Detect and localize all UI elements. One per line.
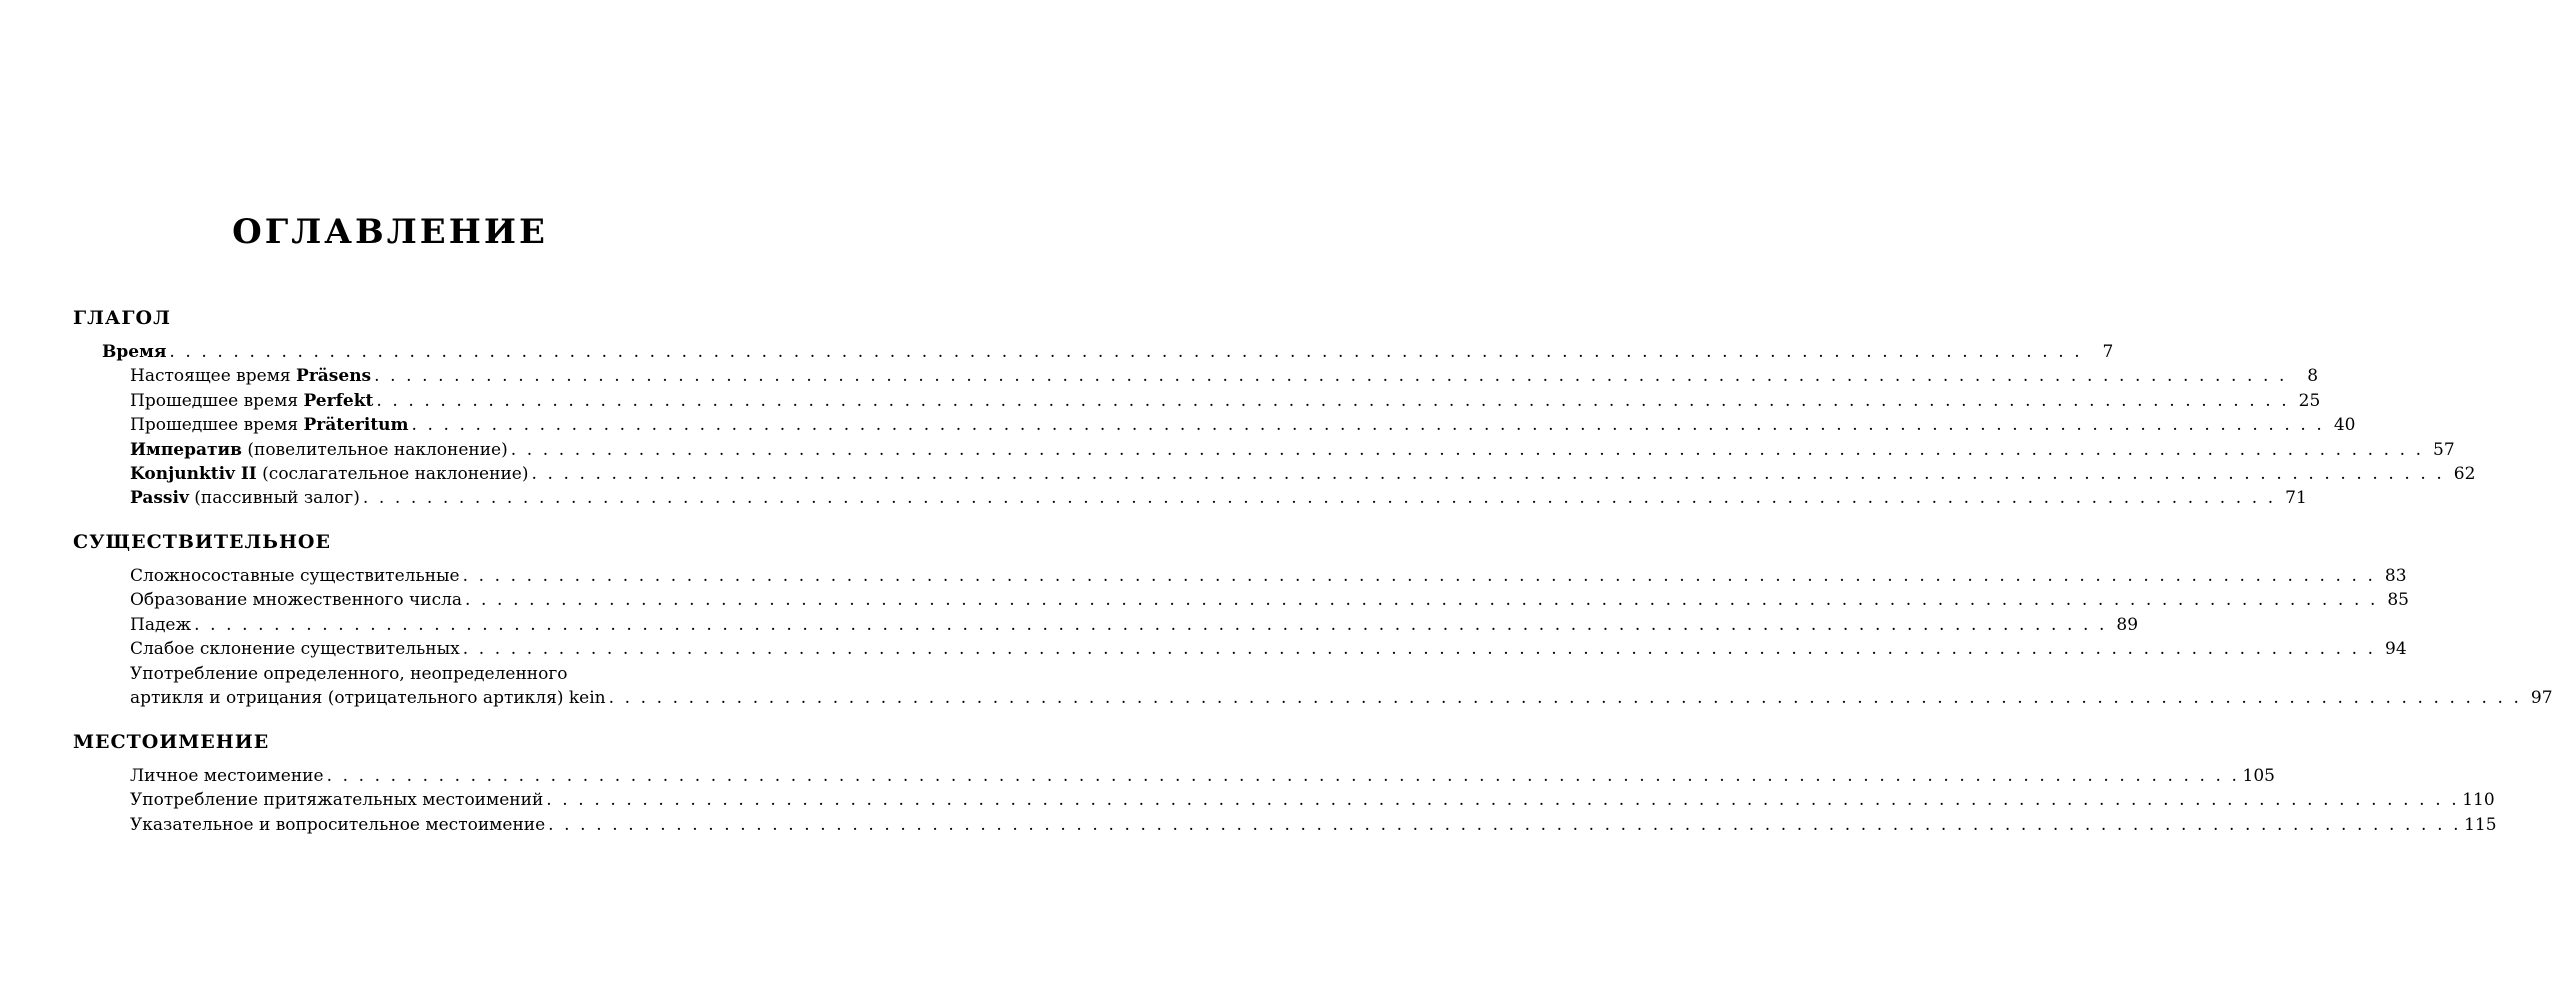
toc-entry-title-text: Прошедшее время	[130, 390, 304, 411]
toc-entry-title-text: Слабое склонение существительных	[130, 639, 460, 660]
page-title: ОГЛАВЛЕНИЕ	[232, 212, 548, 252]
toc-entry[interactable]	[73, 486, 2307, 510]
dot-leader: . . . . . . . . . . . . . . . . . . . . . . . . . . . . . . . . . . . . . . . . . . . . . . . . . . . . . . . . . . . . . . . . . . . . . . . . . . . . . . . . . . . . . . . . . . . . . . . . . . . . . . . . . . . . . . . . . . . . . . . .	[194, 614, 2108, 635]
toc-entry-title	[130, 637, 460, 661]
toc-entry-title-text: (пассивный залог)	[188, 488, 360, 509]
toc-entry-title-text: Падеж	[130, 614, 192, 635]
dot-leader: . . . . . . . . . . . . . . . . . . . . . . . . . . . . . . . . . . . . . . . . . . . . . . . . . . . . . . . . . . . . . . . . . . . . . . . . . . . . . . . . . . . . . . . . . . . . . . . . . . . . . . . . . . . . . . . . . . . . . . . .	[548, 814, 2462, 835]
toc-entry-page: 83	[2384, 566, 2407, 586]
toc-entry[interactable]	[73, 662, 705, 686]
toc-entry-title	[130, 686, 606, 710]
toc-entry[interactable]	[73, 438, 2455, 462]
toc-entry-title	[130, 813, 545, 837]
dot-leader: . . . . . . . . . . . . . . . . . . . . . . . . . . . . . . . . . . . . . . . . . . . . . . . . . . . . . . . . . . . . . . . . . . . . . . . . . . . . . . . . . . . . . . . . . . . . . . . . . . . . . . . . . . . . . . . . . . . . . . . .	[326, 766, 2240, 786]
toc-entry-title-bold: Perfekt	[303, 390, 374, 411]
dot-leader: . . . . . . . . . . . . . . . . . . . . . . . . . . . . . . . . . . . . . . . . . . . . . . . . . . . . . . . . . . . . . . . . . . . . . . . . . . . . . . . . . . . . . . . . . . . . . . . . . . . . . . . . . . . . . . . . . . . . . . . .	[510, 439, 2424, 460]
toc-entry-title	[130, 413, 409, 437]
toc-entry-page: 115	[2464, 814, 2497, 835]
toc-entry-page: 62	[2453, 463, 2476, 484]
toc-section-noun	[73, 530, 2553, 710]
toc-entry-title	[130, 788, 543, 812]
toc-entry-page: 94	[2385, 639, 2407, 660]
toc-entry-title	[130, 588, 462, 612]
dot-leader: . . . . . . . . . . . . . . . . . . . . . . . . . . . . . . . . . . . . . . . . . . . . . . . . . . . . . . . . . . . . . . . . . . . . . . . . . . . . . . . . . . . . . . . . . . . . . . . . . . . . . . . . . . . . . . . . . . . . . . . .	[531, 463, 2445, 484]
section-heading: СУЩЕСТВИТЕЛЬНОЕ	[73, 531, 331, 553]
toc-entry-title	[130, 486, 360, 510]
toc-entry-page: 8	[2307, 366, 2319, 387]
toc-entry-title-text: Указательное и вопросительное местоимение	[130, 814, 546, 835]
toc-entry-title	[130, 462, 528, 486]
toc-entry-title-bold: Время	[102, 342, 167, 362]
toc-entry-title-bold: Konjunktiv II	[130, 463, 257, 484]
dot-leader: . . . . . . . . . . . . . . . . . . . . . . . . . . . . . . . . . . . . . . . . . . . . . . . . . . . . . . . . . . . . . . . . . . . . . . . . . . . . . . . . . . . . . . . . . . . . . . . . . . . . . . . . . . . . . . . . . . . . . . . .	[608, 687, 2522, 708]
dot-leader: . . . . . . . . . . . . . . . . . . . . . . . . . . . . . . . . . . . . . . . . . . . . . . . . . . . . . . . . . . . . . . . . . . . . . . . . . . . . . . . . . . . . . . . . . . . . . . . . . . . . . . . . . . . . . . . . . . . . . . . .	[462, 566, 2376, 586]
toc-entry[interactable]	[73, 462, 2476, 486]
toc-section-pronoun	[73, 730, 2497, 837]
toc-entry-page: 97	[2530, 687, 2553, 708]
toc-entry-page: 71	[2285, 488, 2307, 509]
toc-entry-page: 7	[2102, 342, 2114, 362]
dot-leader: . . . . . . . . . . . . . . . . . . . . . . . . . . . . . . . . . . . . . . . . . . . . . . . . . . . . . . . . . . . . . . . . . . . . . . . . . . . . . . . . . . . . . . . . . . . . . . . . . . . . . . . . . . . . . . . . . . . . . . . .	[465, 590, 2378, 611]
toc-entry[interactable]	[73, 613, 2139, 637]
toc-entry-page: 57	[2433, 439, 2455, 460]
toc-entry[interactable]	[73, 340, 2114, 364]
toc-entry[interactable]	[73, 813, 2497, 837]
toc-entry-title-text: Личное местоимение	[130, 766, 324, 786]
toc-entry-title-text: Сложносоставные существительные	[130, 566, 460, 586]
toc-section-verb	[73, 306, 2476, 511]
toc-entry-title-text: Употребление определенного, неопределенного	[130, 663, 568, 684]
toc-entry-title-text: Настоящее время	[130, 366, 297, 387]
toc-entry[interactable]	[73, 588, 2409, 612]
toc-entry-title	[130, 662, 567, 686]
toc-entry-title-bold: Präsens	[296, 366, 372, 387]
toc-entry[interactable]	[73, 764, 2275, 788]
toc-entry-title	[102, 340, 166, 364]
toc-entry-title	[130, 764, 324, 788]
toc-entry[interactable]	[73, 788, 2495, 812]
toc-entry-page: 105	[2242, 766, 2275, 786]
toc-entry-title-bold: Präteritum	[303, 415, 409, 436]
toc-entry[interactable]	[73, 413, 2356, 437]
toc-entry-title-bold: Passiv	[130, 488, 189, 509]
toc-entry-page: 89	[2116, 614, 2139, 635]
toc-entry[interactable]	[73, 637, 2407, 661]
toc-entry[interactable]	[73, 686, 2553, 710]
toc-entry-title-text: артикля и отрицания (отрицательного артикля) kein	[130, 687, 606, 708]
toc-entry-page: 40	[2333, 415, 2356, 436]
toc-entry-title-text: (повелительное наклонение)	[241, 439, 508, 460]
toc-entry-page: 110	[2462, 790, 2495, 811]
toc-entry-title	[130, 389, 373, 413]
toc-entry-title-bold: Императив	[130, 439, 242, 460]
toc-entry-title	[130, 364, 371, 388]
toc-entry-page: 85	[2387, 590, 2409, 611]
dot-leader: . . . . . . . . . . . . . . . . . . . . . . . . . . . . . . . . . . . . . . . . . . . . . . . . . . . . . . . . . . . . . . . . . . . . . . . . . . . . . . . . . . . . . . . . . . . . . . . . . . . . . . . . . . . . . . . . . . . . . . . .	[362, 488, 2276, 509]
toc-entry[interactable]	[73, 364, 2319, 388]
toc-entry-title-text: Образование множественного числа	[130, 590, 463, 611]
section-heading: ГЛАГОЛ	[73, 307, 171, 329]
toc-entry-title	[130, 564, 460, 588]
dot-leader: . . . . . . . . . . . . . . . . . . . . . . . . . . . . . . . . . . . . . . . . . . . . . . . . . . . . . . . . . . . . . . . . . . . . . . . . . . . . . . . . . . . . . . . . . . . . . . . . . . . . . . . . . . . . . . . . . . . . . . . .	[374, 366, 2288, 387]
dot-leader: . . . . . . . . . . . . . . . . . . . . . . . . . . . . . . . . . . . . . . . . . . . . . . . . . . . . . . . . . . . . . . . . . . . . . . . . . . . . . . . . . . . . . . . . . . . . . . . . . . . . . . . . . . . . . . . . . . . . . . . .	[411, 415, 2325, 436]
toc-entry-title-text: (сослагательное наклонение)	[256, 463, 529, 484]
toc-entry[interactable]	[73, 389, 2321, 413]
toc-entry-title-text: Прошедшее время	[130, 415, 304, 436]
toc-entry-page: 25	[2298, 390, 2321, 411]
toc-entry-title	[130, 613, 191, 637]
dot-leader: . . . . . . . . . . . . . . . . . . . . . . . . . . . . . . . . . . . . . . . . . . . . . . . . . . . . . . . . . . . . . . . . . . . . . . . . . . . . . . . . . . . . . . . . . . . . . . . . . . . . . . . . . . . . . . . . . . . . . . . .	[376, 390, 2290, 411]
dot-leader: . . . . . . . . . . . . . . . . . . . . . . . . . . . . . . . . . . . . . . . . . . . . . . . . . . . . . . . . . . . . . . . . . . . . . . . . . . . . . . . . . . . . . . . . . . . . . . . . . . . . . . . . . . . . . . . . . . . . . . . .	[546, 790, 2460, 811]
toc-entry-title	[130, 438, 508, 462]
section-heading: МЕСТОИМЕНИЕ	[73, 731, 270, 753]
toc-entry-title-text: Употребление притяжательных местоимений	[130, 790, 544, 811]
dot-leader: . . . . . . . . . . . . . . . . . . . . . . . . . . . . . . . . . . . . . . . . . . . . . . . . . . . . . . . . . . . . . . . . . . . . . . . . . . . . . . . . . . . . . . . . . . . . . . . . . . . . . . . . . . . . . . . . . . . . . . . .	[169, 342, 2083, 362]
dot-leader: . . . . . . . . . . . . . . . . . . . . . . . . . . . . . . . . . . . . . . . . . . . . . . . . . . . . . . . . . . . . . . . . . . . . . . . . . . . . . . . . . . . . . . . . . . . . . . . . . . . . . . . . . . . . . . . . . . . . . . . .	[462, 639, 2376, 660]
toc-entry[interactable]	[73, 564, 2407, 588]
